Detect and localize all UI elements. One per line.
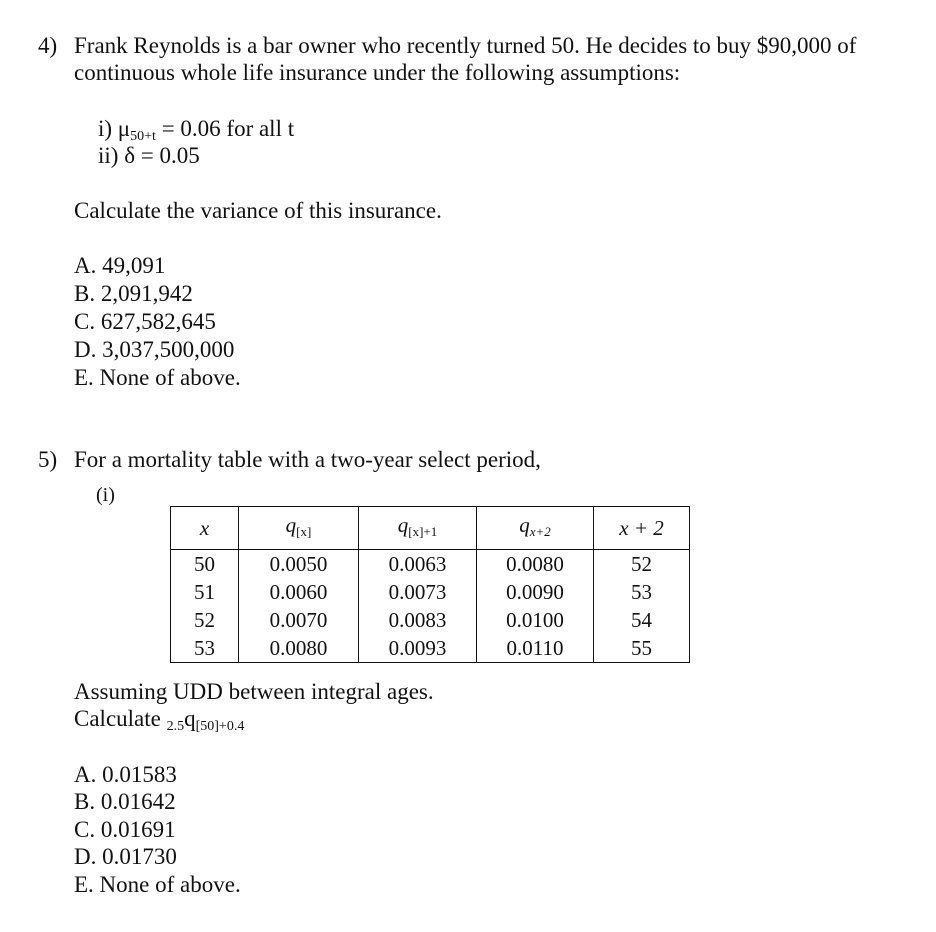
q4-choice-d[interactable]: D. 3,037,500,000: [74, 337, 235, 362]
table-row: [171, 634, 690, 663]
header-x: x: [171, 507, 239, 550]
cell-q-ultimate: 0.0080: [477, 550, 594, 579]
table-header-row: [171, 507, 690, 550]
q4-choice-b[interactable]: B. 2,091,942: [74, 281, 193, 306]
q5-choice-c[interactable]: C. 0.01691: [74, 817, 176, 842]
cell-age: 54: [594, 606, 690, 634]
header-q-select-plus1: q[x]+1: [359, 507, 477, 550]
q4-choice-c[interactable]: C. 627,582,645: [74, 309, 216, 334]
q4-assumption-1-sub: 50+t: [130, 129, 156, 144]
q4-choice-a[interactable]: A. 49,091: [74, 253, 166, 278]
table-row: [171, 606, 690, 634]
q5-choice-d[interactable]: D. 0.01730: [74, 844, 177, 869]
q5-choice-a[interactable]: A. 0.01583: [74, 762, 177, 787]
cell-x: 52: [171, 606, 239, 634]
q4-text-line2: continuous whole life insurance under the following assumptions:: [74, 60, 681, 85]
cell-q-ultimate: 0.0090: [477, 578, 594, 606]
q4-choice-e[interactable]: E. None of above.: [74, 365, 241, 390]
q5-calc-base: q: [184, 706, 196, 731]
cell-q-select: 0.0070: [239, 606, 359, 634]
cell-q-ultimate: 0.0110: [477, 634, 594, 663]
q5-calc-prefix: 2.5: [166, 719, 185, 734]
q5-part-label: (i): [96, 484, 115, 506]
header-q-ultimate: qx+2: [477, 507, 594, 550]
q4-question: Calculate the variance of this insurance.: [74, 198, 442, 223]
q5-number: 5): [38, 447, 58, 472]
q4-assumption-1: [98, 115, 294, 142]
cell-x: 53: [171, 634, 239, 663]
cell-q-select: 0.0080: [239, 634, 359, 663]
cell-q-ultimate: 0.0100: [477, 606, 594, 634]
q5-choice-b[interactable]: B. 0.01642: [74, 789, 176, 814]
q5-assumption: Assuming UDD between integral ages.: [74, 679, 434, 704]
cell-age: 52: [594, 550, 690, 579]
q5-choice-e[interactable]: E. None of above.: [74, 872, 241, 897]
q4-number: 4): [38, 33, 58, 58]
cell-q-select: 0.0060: [239, 578, 359, 606]
q5-text-line1: For a mortality table with a two-year select period,: [74, 447, 541, 472]
cell-x: 51: [171, 578, 239, 606]
q4-assumption-1-prefix: i) μ: [98, 116, 131, 141]
table-row: [171, 578, 690, 606]
cell-age: 55: [594, 634, 690, 663]
q4-assumption-2: ii) δ = 0.05: [98, 143, 200, 168]
cell-q-select-plus1: 0.0083: [359, 606, 477, 634]
cell-age: 53: [594, 578, 690, 606]
cell-q-select: 0.0050: [239, 550, 359, 579]
cell-q-select-plus1: 0.0073: [359, 578, 477, 606]
cell-q-select-plus1: 0.0093: [359, 634, 477, 663]
mortality-table: [170, 506, 690, 663]
cell-x: 50: [171, 550, 239, 579]
q4-assumption-1-rest: = 0.06 for all t: [155, 116, 295, 141]
header-q-select: q[x]: [239, 507, 359, 550]
q5-calculate: [74, 705, 244, 732]
header-age: x + 2: [594, 507, 690, 550]
q5-calc-label: Calculate: [74, 706, 167, 731]
q5-calc-sub: [50]+0.4: [195, 719, 245, 734]
q4-text-line1: Frank Reynolds is a bar owner who recently turned 50. He decides to buy $90,000 of: [74, 33, 857, 58]
table-row: [171, 550, 690, 579]
cell-q-select-plus1: 0.0063: [359, 550, 477, 579]
